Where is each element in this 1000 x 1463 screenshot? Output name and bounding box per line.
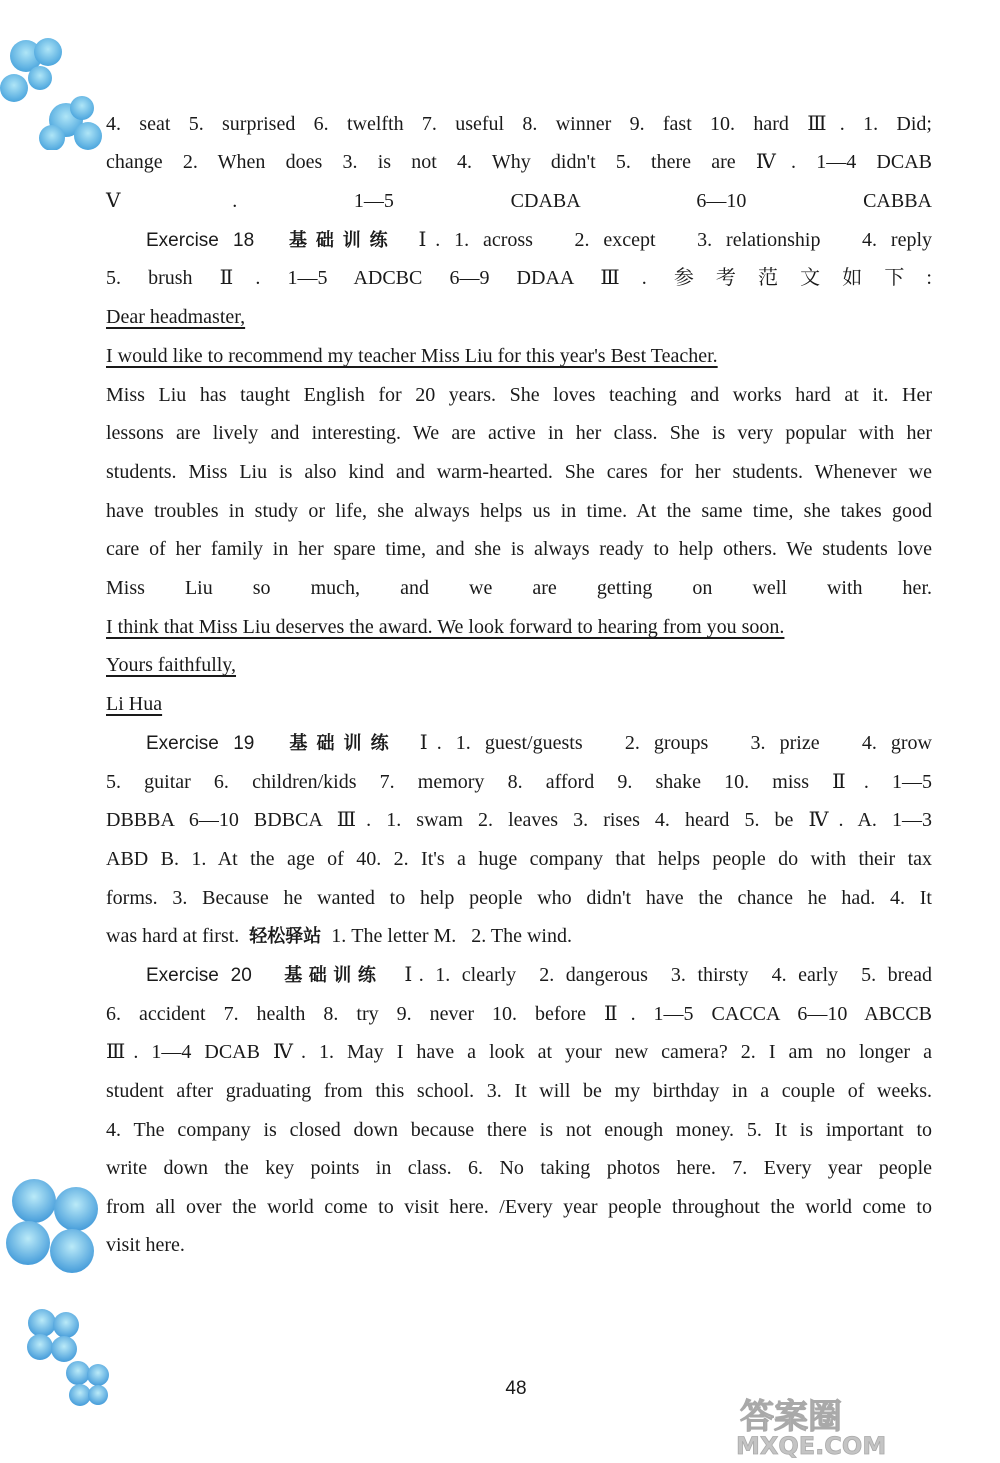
answer-text: have troubles in study or life, she always helps us in time. At the same time, she takes good [106,500,932,522]
exercise-label: Exercise 19 [146,733,255,754]
answer-text: was hard at first. [106,925,250,947]
watermark-logo [720,1392,994,1458]
text-line [106,569,932,607]
answer-text: 5. guitar 6. children/kids 7. memory 8. afford 9. shake 10. miss Ⅱ. 1—5 [106,771,932,793]
answer-text: students. Miss Liu is also kind and warm-hearted. She cares for her students. Whenever we [106,461,932,483]
text-line [106,917,932,955]
text-line [106,1188,932,1226]
text-line [106,414,932,452]
text-line [106,1033,932,1071]
text-line [106,1111,932,1149]
text-line [106,840,932,878]
answer-text: I would like to recommend my teacher Miss Liu for this year's Best Teacher. [106,345,718,367]
text-line [106,105,932,143]
section-label: 轻松驿站 [249,926,322,947]
text-line [106,995,932,1033]
answer-text: visit here. [106,1234,185,1256]
answer-text: write down the key points in class. 6. No taking photos here. 7. Every year people [106,1157,932,1179]
answer-text: Ⅴ. 1—5 CDABA 6—10 CABBA [106,190,932,212]
answer-text: change 2. When does 3. is not 4. Why didn't 5. there are Ⅳ. 1—4 DCAB [106,151,932,173]
answer-text: 6. accident 7. health 8. try 9. never 10. before Ⅱ. 1—5 CACCA 6—10 ABCCB [106,1003,932,1025]
text-line [106,337,932,375]
text-line [106,646,932,684]
answer-text: Li Hua [106,693,163,715]
text-line [106,376,932,414]
answer-text: lessons are lively and interesting. We are active in her class. She is very popular with her [106,422,932,444]
text-line [106,1226,932,1264]
answer-text: student after graduating from this school. 3. It will be my birthday in a couple of weeks. [106,1080,932,1102]
answer-text: Ⅰ. 1. clearly 2. dangerous 3. thirsty 4. early 5. bread [404,964,932,986]
text-line [106,763,932,801]
section-label: 基础训练 [280,230,397,251]
text-line [106,143,932,181]
text-line [106,221,932,259]
text-line [106,182,932,220]
answer-text: care of her family in her spare time, and she is always ready to help others. We students love [106,538,932,560]
text-line [106,1149,932,1187]
text-line [106,298,932,336]
answer-text: Miss Liu so much, and we are getting on well with her. [106,577,932,599]
answer-text: forms. 3. Because he wanted to help people who didn't have the chance he had. 4. It [106,887,932,909]
answer-text: DBBBA 6—10 BDBCA Ⅲ. 1. swam 2. leaves 3. rises 4. heard 5. be Ⅳ. A. 1—3 [106,809,932,831]
section-label: 基础训练 [280,733,398,754]
exercise-label: Exercise 18 [146,230,255,251]
answer-text: 5. brush Ⅱ. 1—5 ADCBC 6—9 DDAA Ⅲ. 参考范文如下: [106,267,932,289]
exercise-label: Exercise 20 [146,965,252,986]
answer-text: 4. seat 5. surprised 6. twelfth 7. useful 8. winner 9. fast 10. hard Ⅲ. 1. Did; [106,113,932,135]
text-line [106,492,932,530]
answer-text: Ⅰ. 1. across 2. except 3. relationship 4. reply [418,229,933,251]
answer-text: 4. The company is closed down because there is not enough money. 5. It is important to [106,1119,932,1141]
clover-icon [0,30,110,150]
answer-text: I think that Miss Liu deserves the award. We look forward to hearing from you soon. [106,616,785,638]
watermark-top: 答案圈 [740,1397,842,1437]
text-line [106,956,932,994]
text-line [106,724,932,762]
text-line [106,879,932,917]
answer-text: Yours faithfully, [106,654,237,676]
answer-text: 1. The letter M. 2. The wind. [321,925,572,947]
text-line [106,530,932,568]
watermark-bottom: MXQE.COM [736,1432,887,1458]
answer-text: from all over the world come to visit here. /Every year people throughout the world come to [106,1196,932,1218]
page-number: 48 [505,1378,527,1399]
answer-text: ABD B. 1. At the age of 40. 2. It's a huge company that helps people do with their tax [106,848,932,870]
text-line [106,801,932,839]
clover-icon [0,1175,120,1415]
text-line [106,453,932,491]
text-line [106,1072,932,1110]
answer-text: Ⅰ. 1. guest/guests 2. groups 3. prize 4. grow [419,732,932,754]
answer-text: Miss Liu has taught English for 20 years. She loves teaching and works hard at it. Her [106,384,932,406]
section-label: 基础训练 [277,965,383,986]
answer-text: Dear headmaster, [106,306,246,328]
answer-text: Ⅲ. 1—4 DCAB Ⅳ. 1. May I have a look at your new camera? 2. I am no longer a [106,1041,932,1063]
text-line [106,685,932,723]
text-line [106,259,932,297]
text-line [106,608,932,646]
